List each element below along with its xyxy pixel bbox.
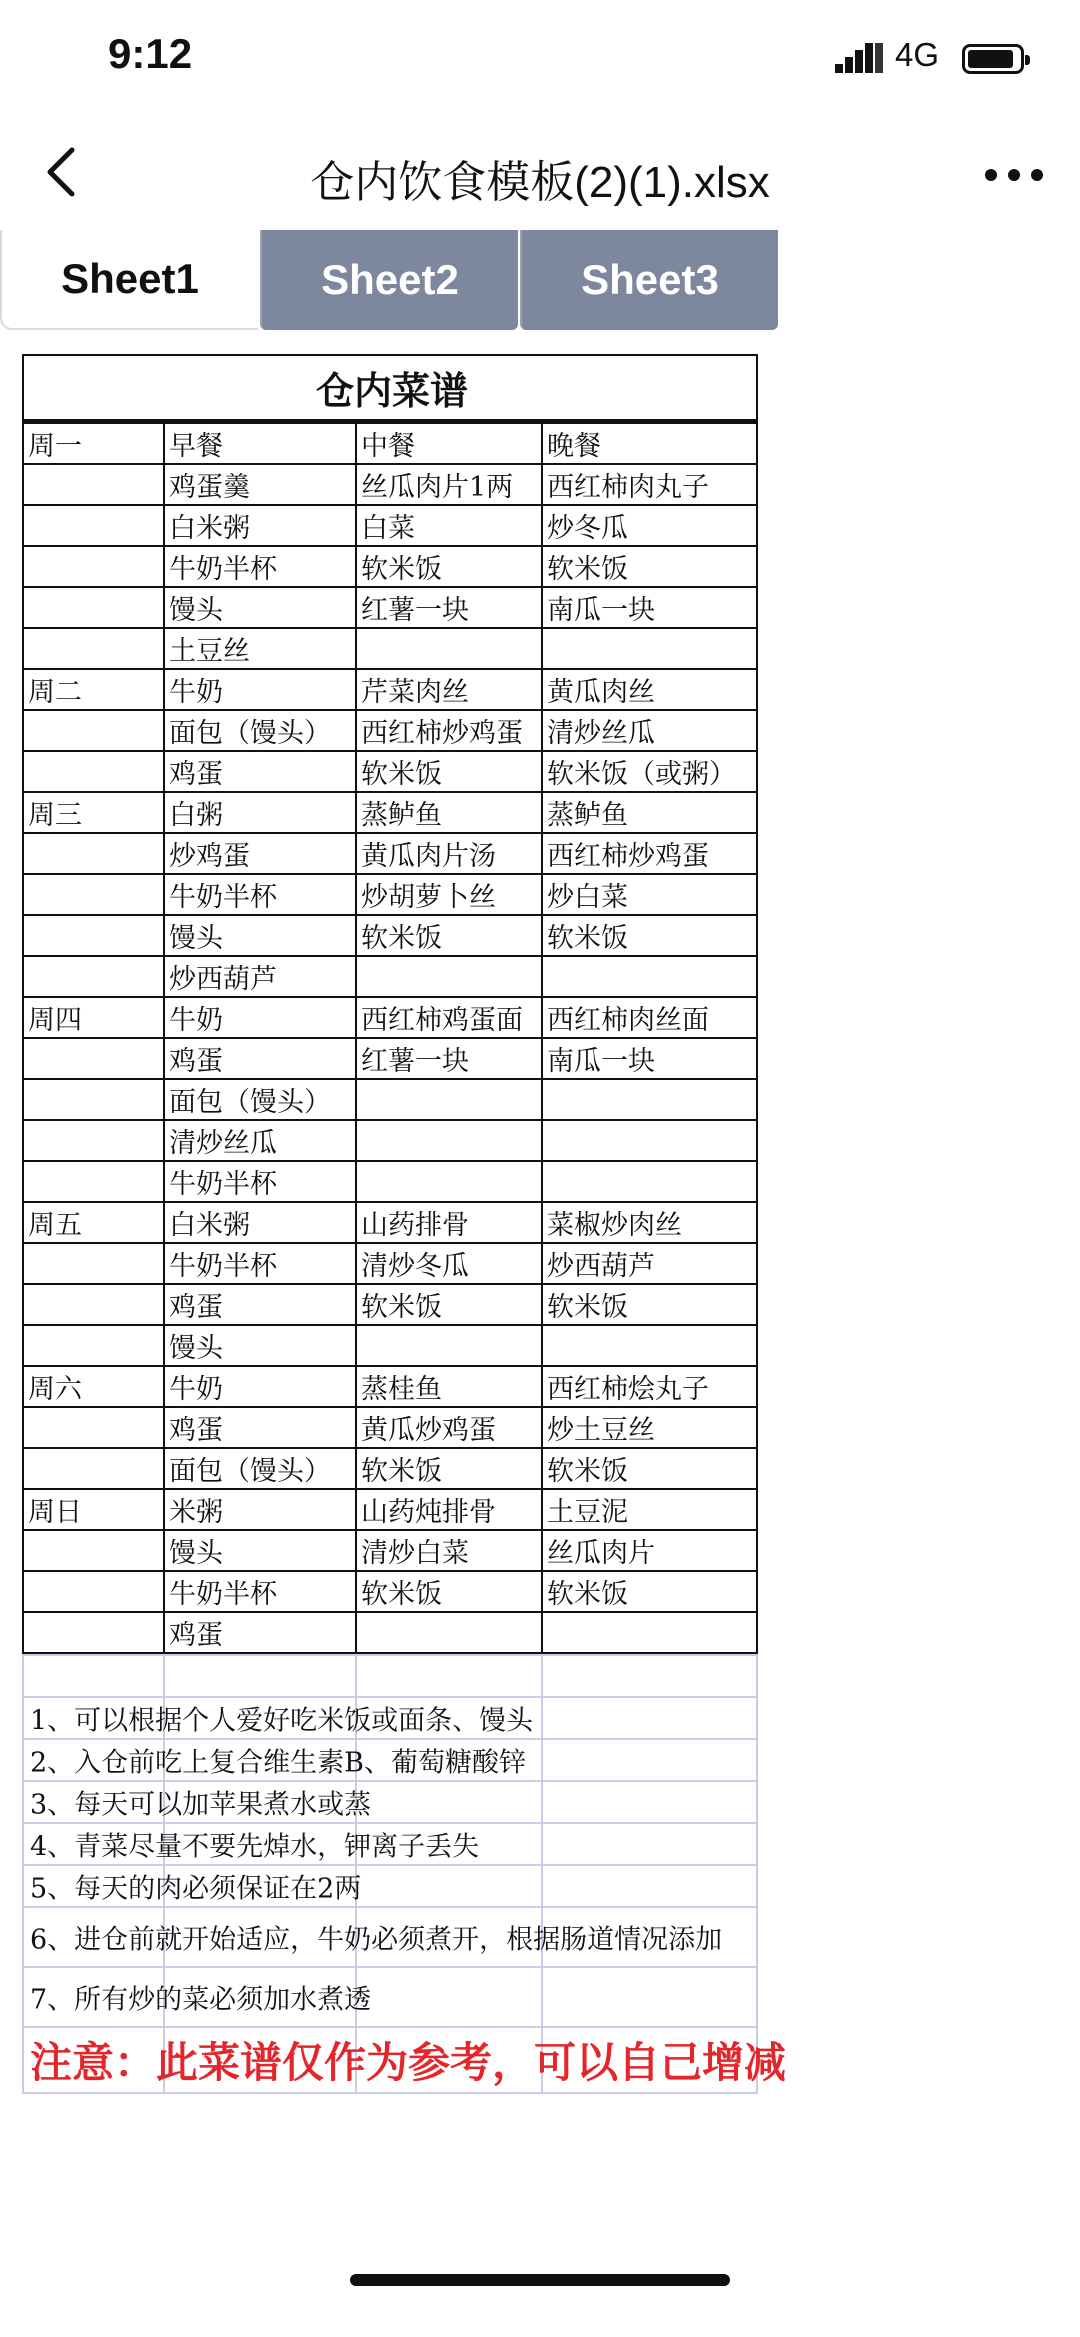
table-cell[interactable]: 周五 xyxy=(23,1202,164,1243)
table-cell[interactable] xyxy=(356,628,542,669)
table-row xyxy=(23,1448,757,1489)
table-cell[interactable]: 西红柿鸡蛋面 xyxy=(356,997,542,1038)
note-row xyxy=(23,1781,757,1823)
table-cell[interactable] xyxy=(23,710,164,751)
table-row xyxy=(23,505,757,546)
more-horizontal-icon[interactable] xyxy=(984,168,1044,182)
table-cell[interactable]: 周三 xyxy=(23,792,164,833)
nav-bar xyxy=(0,120,1080,230)
table-cell[interactable] xyxy=(356,1120,542,1161)
table-cell[interactable]: 周二 xyxy=(23,669,164,710)
table-cell[interactable] xyxy=(356,1612,542,1653)
table-cell[interactable] xyxy=(23,628,164,669)
table-cell[interactable]: 炒土豆丝 xyxy=(542,1407,757,1448)
battery-icon xyxy=(962,44,1024,74)
note-row xyxy=(23,1739,757,1781)
table-cell[interactable]: 黄瓜肉片汤 xyxy=(356,833,542,874)
table-row xyxy=(23,1530,757,1571)
table-cell[interactable]: 西红柿肉丝面 xyxy=(542,997,757,1038)
table-cell[interactable]: 芹菜肉丝 xyxy=(356,669,542,710)
table-cell[interactable]: 牛奶半杯 xyxy=(164,874,356,915)
table-cell[interactable]: 白粥 xyxy=(164,792,356,833)
note-text: 2、入仓前吃上复合维生素B、葡萄糖酸锌 xyxy=(30,1747,527,1778)
table-cell[interactable]: 红薯一块 xyxy=(356,587,542,628)
header-cell[interactable]: 晚餐 xyxy=(542,421,757,464)
warning-row xyxy=(23,2027,757,2093)
table-cell[interactable]: 牛奶 xyxy=(164,997,356,1038)
table-cell[interactable] xyxy=(542,1079,757,1120)
status-time: 9:12 xyxy=(108,30,193,77)
table-cell[interactable] xyxy=(356,1161,542,1202)
table-cell[interactable]: 土豆丝 xyxy=(164,628,356,669)
table-cell[interactable]: 周日 xyxy=(23,1489,164,1530)
table-cell[interactable]: 西红柿炒鸡蛋 xyxy=(356,710,542,751)
table-cell[interactable] xyxy=(23,1079,164,1120)
note-text: 5、每天的肉必须保证在2两 xyxy=(30,1873,362,1904)
table-cell[interactable]: 土豆泥 xyxy=(542,1489,757,1530)
table-cell[interactable]: 软米饭 xyxy=(356,915,542,956)
table-cell[interactable]: 炒西葫芦 xyxy=(542,1243,757,1284)
network-type: 4G xyxy=(895,36,940,73)
table-cell[interactable] xyxy=(23,587,164,628)
table-cell[interactable] xyxy=(542,1612,757,1653)
table-cell[interactable]: 白米粥 xyxy=(164,505,356,546)
note-text: 7、所有炒的菜必须加水煮透 xyxy=(30,1984,372,2015)
table-cell[interactable] xyxy=(23,1038,164,1079)
table-row xyxy=(23,792,757,833)
table-cell[interactable]: 炒冬瓜 xyxy=(542,505,757,546)
table-cell[interactable]: 丝瓜肉片 xyxy=(542,1530,757,1571)
table-cell[interactable]: 炒鸡蛋 xyxy=(164,833,356,874)
table-cell[interactable]: 面包（馒头） xyxy=(164,1079,356,1120)
table-row xyxy=(23,1284,757,1325)
table-row xyxy=(23,874,757,915)
table-cell[interactable]: 牛奶 xyxy=(164,669,356,710)
note-text: 3、每天可以加苹果煮水或蒸 xyxy=(30,1789,372,1820)
table-cell[interactable]: 软米饭 xyxy=(356,1284,542,1325)
table-cell[interactable]: 软米饭（或粥） xyxy=(542,751,757,792)
table-cell[interactable]: 鸡蛋 xyxy=(164,1284,356,1325)
home-indicator xyxy=(350,2274,730,2286)
table-cell[interactable] xyxy=(542,628,757,669)
table-cell[interactable]: 炒白菜 xyxy=(542,874,757,915)
signal-icon xyxy=(835,42,885,74)
table-cell[interactable]: 鸡蛋 xyxy=(164,751,356,792)
table-cell[interactable]: 红薯一块 xyxy=(356,1038,542,1079)
table-row xyxy=(23,833,757,874)
spreadsheet xyxy=(22,354,787,2094)
table-cell[interactable] xyxy=(23,833,164,874)
table-cell[interactable]: 清炒丝瓜 xyxy=(542,710,757,751)
table-cell[interactable]: 牛奶 xyxy=(164,1366,356,1407)
table-cell[interactable] xyxy=(23,1325,164,1366)
table-cell[interactable] xyxy=(542,1161,757,1202)
table-row xyxy=(23,956,757,997)
table-cell[interactable]: 鸡蛋 xyxy=(164,1612,356,1653)
table-cell[interactable]: 西红柿肉丸子 xyxy=(542,464,757,505)
notes-table xyxy=(22,1654,787,2094)
table-title-row xyxy=(23,355,757,421)
table-cell[interactable] xyxy=(542,1325,757,1366)
table-row xyxy=(23,1571,757,1612)
table-row xyxy=(23,1079,757,1120)
table-cell[interactable]: 山药炖排骨 xyxy=(356,1489,542,1530)
note-text: 4、青菜尽量不要先焯水，钾离子丢失 xyxy=(30,1831,480,1862)
table-cell[interactable]: 炒西葫芦 xyxy=(164,956,356,997)
table-row xyxy=(23,1120,757,1161)
table-cell[interactable]: 黄瓜炒鸡蛋 xyxy=(356,1407,542,1448)
table-cell[interactable]: 馒头 xyxy=(164,587,356,628)
table-cell[interactable]: 软米饭 xyxy=(542,1284,757,1325)
table-cell[interactable]: 软米饭 xyxy=(356,751,542,792)
table-cell[interactable] xyxy=(23,1161,164,1202)
table-row xyxy=(23,464,757,505)
table-cell[interactable]: 蒸鲈鱼 xyxy=(356,792,542,833)
table-cell[interactable] xyxy=(23,1530,164,1571)
note-text: 1、可以根据个人爱好吃米饭或面条、馒头 xyxy=(30,1705,534,1736)
table-cell[interactable] xyxy=(542,956,757,997)
table-cell[interactable]: 馒头 xyxy=(164,1325,356,1366)
note-row xyxy=(23,1697,757,1739)
table-cell[interactable]: 南瓜一块 xyxy=(542,1038,757,1079)
table-row xyxy=(23,915,757,956)
note-text: 6、进仓前就开始适应，牛奶必须煮开，根据肠道情况添加 xyxy=(30,1924,723,1955)
warning-text: 注意：此菜谱仅作为参考，可以自己增减 xyxy=(30,2037,787,2087)
table-row xyxy=(23,1038,757,1079)
table-row xyxy=(23,1161,757,1202)
table-cell[interactable] xyxy=(23,915,164,956)
table-cell[interactable]: 白米粥 xyxy=(164,1202,356,1243)
table-cell[interactable] xyxy=(23,1612,164,1653)
table-row xyxy=(23,1243,757,1284)
note-row xyxy=(23,1907,757,1967)
table-cell[interactable] xyxy=(23,1284,164,1325)
table-cell[interactable]: 菜椒炒肉丝 xyxy=(542,1202,757,1243)
table-cell[interactable]: 馒头 xyxy=(164,915,356,956)
table-cell[interactable] xyxy=(23,505,164,546)
table-cell[interactable]: 鸡蛋羹 xyxy=(164,464,356,505)
tab-sheet3[interactable]: Sheet3 xyxy=(520,230,778,330)
blank-row xyxy=(23,1655,757,1697)
table-cell[interactable]: 炒胡萝卜丝 xyxy=(356,874,542,915)
table-row xyxy=(23,546,757,587)
table-cell[interactable] xyxy=(23,751,164,792)
table-header-row xyxy=(23,421,757,464)
table-row xyxy=(23,751,757,792)
table-cell[interactable]: 蒸桂鱼 xyxy=(356,1366,542,1407)
table-cell[interactable]: 鸡蛋 xyxy=(164,1407,356,1448)
table-cell[interactable] xyxy=(23,1571,164,1612)
table-cell[interactable]: 蒸鲈鱼 xyxy=(542,792,757,833)
table-row xyxy=(23,997,757,1038)
note-row xyxy=(23,1823,757,1865)
header-cell[interactable]: 周一 xyxy=(23,421,164,464)
table-cell[interactable] xyxy=(23,874,164,915)
table-cell[interactable] xyxy=(23,1243,164,1284)
table-cell[interactable]: 软米饭 xyxy=(542,915,757,956)
table-cell[interactable] xyxy=(356,956,542,997)
table-row xyxy=(23,710,757,751)
table-cell[interactable] xyxy=(23,1120,164,1161)
file-title: 仓内饮食模板(2)(1).xlsx xyxy=(310,158,770,207)
note-row xyxy=(23,1865,757,1907)
table-cell[interactable]: 清炒冬瓜 xyxy=(356,1243,542,1284)
table-cell[interactable]: 面包（馒头） xyxy=(164,710,356,751)
note-row xyxy=(23,1967,757,2027)
table-cell[interactable]: 牛奶半杯 xyxy=(164,1571,356,1612)
table-cell[interactable]: 牛奶半杯 xyxy=(164,546,356,587)
table-row xyxy=(23,1612,757,1653)
table-cell[interactable]: 软米饭 xyxy=(356,546,542,587)
status-bar xyxy=(0,0,1080,110)
table-row xyxy=(23,1489,757,1530)
table-cell[interactable] xyxy=(23,1448,164,1489)
table-cell[interactable]: 馒头 xyxy=(164,1530,356,1571)
sheet-title[interactable]: 仓内菜谱 xyxy=(23,355,757,421)
header-cell[interactable]: 中餐 xyxy=(356,421,542,464)
table-cell[interactable]: 周六 xyxy=(23,1366,164,1407)
table-cell[interactable]: 软米饭 xyxy=(356,1571,542,1612)
tab-sheet1[interactable]: Sheet1 xyxy=(0,230,258,330)
table-cell[interactable]: 软米饭 xyxy=(356,1448,542,1489)
table-row xyxy=(23,1366,757,1407)
table-cell[interactable]: 牛奶半杯 xyxy=(164,1161,356,1202)
table-cell[interactable]: 西红柿烩丸子 xyxy=(542,1366,757,1407)
table-cell[interactable] xyxy=(23,464,164,505)
table-cell[interactable] xyxy=(542,1120,757,1161)
table-cell[interactable]: 山药排骨 xyxy=(356,1202,542,1243)
table-cell[interactable]: 软米饭 xyxy=(542,1571,757,1612)
table-row xyxy=(23,628,757,669)
table-cell[interactable]: 南瓜一块 xyxy=(542,587,757,628)
header-cell[interactable]: 早餐 xyxy=(164,421,356,464)
table-cell[interactable]: 软米饭 xyxy=(542,1448,757,1489)
table-cell[interactable]: 周四 xyxy=(23,997,164,1038)
menu-table xyxy=(22,354,758,1654)
table-row xyxy=(23,1202,757,1243)
table-cell[interactable]: 米粥 xyxy=(164,1489,356,1530)
table-cell[interactable] xyxy=(23,1407,164,1448)
table-cell[interactable] xyxy=(23,546,164,587)
tab-sheet2[interactable]: Sheet2 xyxy=(260,230,518,330)
table-cell[interactable]: 牛奶半杯 xyxy=(164,1243,356,1284)
table-cell[interactable]: 西红柿炒鸡蛋 xyxy=(542,833,757,874)
table-cell[interactable]: 鸡蛋 xyxy=(164,1038,356,1079)
table-cell[interactable] xyxy=(23,956,164,997)
table-row xyxy=(23,1325,757,1366)
table-cell[interactable] xyxy=(356,1325,542,1366)
table-row xyxy=(23,587,757,628)
table-cell[interactable]: 清炒丝瓜 xyxy=(164,1120,356,1161)
table-row xyxy=(23,669,757,710)
table-cell[interactable]: 面包（馒头） xyxy=(164,1448,356,1489)
table-row xyxy=(23,1407,757,1448)
table-cell[interactable] xyxy=(356,1079,542,1120)
table-cell[interactable]: 清炒白菜 xyxy=(356,1530,542,1571)
table-cell[interactable]: 丝瓜肉片1两 xyxy=(356,464,542,505)
table-cell[interactable]: 白菜 xyxy=(356,505,542,546)
table-cell[interactable]: 软米饭 xyxy=(542,546,757,587)
table-cell[interactable]: 黄瓜肉丝 xyxy=(542,669,757,710)
